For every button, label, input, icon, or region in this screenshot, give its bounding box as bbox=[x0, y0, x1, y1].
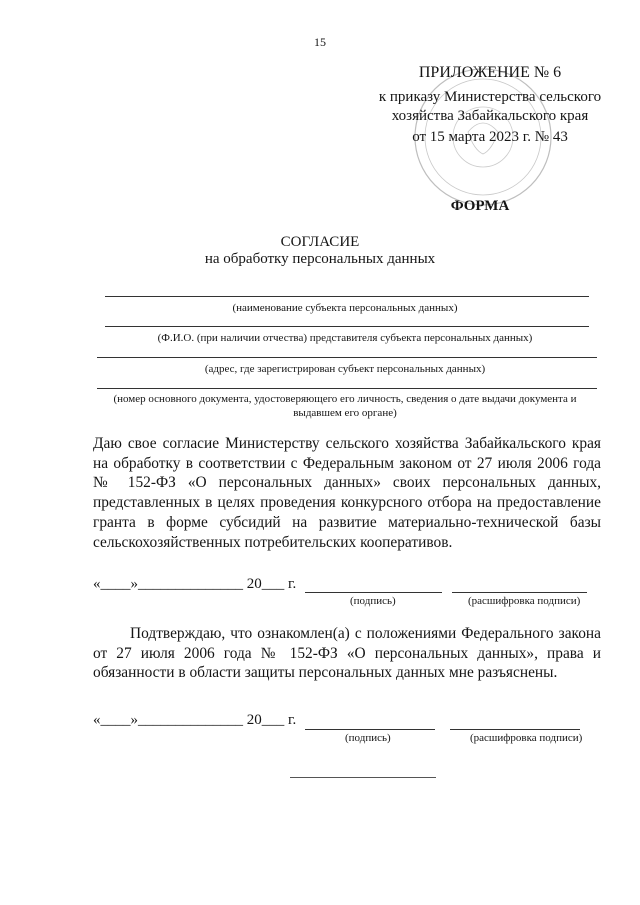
decoding-line-2[interactable] bbox=[450, 729, 580, 730]
appendix-date-line: от 15 марта 2023 г. № 43 bbox=[412, 129, 568, 145]
representative-name-caption: (Ф.И.О. (при наличии отчества) представителя субъекта персональных данных) bbox=[157, 332, 533, 344]
consent-line: № 152-ФЗ «О персональных данных» своих персональных данных, bbox=[93, 474, 601, 492]
confirm-line: от 27 июля 2006 года № 152-ФЗ «О персональных данных», права и bbox=[93, 644, 601, 662]
confirm-line: Подтверждаю, что ознакомлен(а) с положениями Федерального закона bbox=[130, 625, 601, 642]
signature-caption-2: (подпись) bbox=[345, 732, 391, 744]
appendix-order-line: к приказу Министерства сельского bbox=[378, 89, 602, 105]
subject-name-caption: (наименование субъекта персональных данных) bbox=[232, 302, 458, 314]
date-field-2[interactable]: «____»______________ 20___ г. bbox=[93, 712, 297, 728]
document-details-field[interactable] bbox=[97, 388, 597, 389]
document-title: СОГЛАСИЕ bbox=[280, 234, 360, 250]
confirm-paragraph bbox=[93, 624, 601, 683]
form-label: ФОРМА bbox=[450, 198, 510, 214]
signature-line-1[interactable] bbox=[305, 592, 442, 593]
subject-name-field[interactable] bbox=[105, 296, 589, 297]
decoding-line-1[interactable] bbox=[452, 592, 587, 593]
signature-line-2[interactable] bbox=[305, 729, 435, 730]
document-details-caption-1: (номер основного документа, удостоверяющего его личность, сведения о дате выдачи документа и bbox=[113, 393, 577, 405]
decoding-caption-1: (расшифровка подписи) bbox=[468, 595, 581, 607]
date-field-1[interactable]: «____»______________ 20___ г. bbox=[93, 576, 297, 592]
signature-caption-1: (подпись) bbox=[350, 595, 396, 607]
decoding-caption-2: (расшифровка подписи) bbox=[470, 732, 583, 744]
consent-paragraph bbox=[93, 434, 601, 552]
consent-line: на обработку в соответствии с Федеральным законом от 27 июля 2006 года bbox=[93, 454, 601, 472]
appendix-title: ПРИЛОЖЕНИЕ № 6 bbox=[418, 64, 562, 81]
consent-line: Даю свое согласие Министерству сельского хозяйства Забайкальского края bbox=[93, 435, 601, 452]
consent-line: представленных в целях проведения конкурсного отбора на предоставление bbox=[93, 494, 601, 512]
document-subtitle: на обработку персональных данных bbox=[204, 251, 436, 267]
closing-divider bbox=[290, 777, 436, 778]
document-details-caption-2: выдавшем его органе) bbox=[293, 407, 397, 419]
address-caption: (адрес, где зарегистрирован субъект персональных данных) bbox=[204, 363, 486, 375]
consent-line: гранта в форме субсидий на развитие материально-технической базы bbox=[93, 513, 601, 531]
confirm-line: обязанности в области защиты персональных данных мне разъяснены. bbox=[93, 664, 558, 682]
consent-line: сельскохозяйственных потребительских кооперативов. bbox=[93, 533, 453, 551]
page-number: 15 bbox=[314, 35, 326, 49]
representative-name-field[interactable] bbox=[105, 326, 589, 327]
address-field[interactable] bbox=[97, 357, 597, 358]
appendix-ministry-line: хозяйства Забайкальского края bbox=[391, 108, 589, 124]
